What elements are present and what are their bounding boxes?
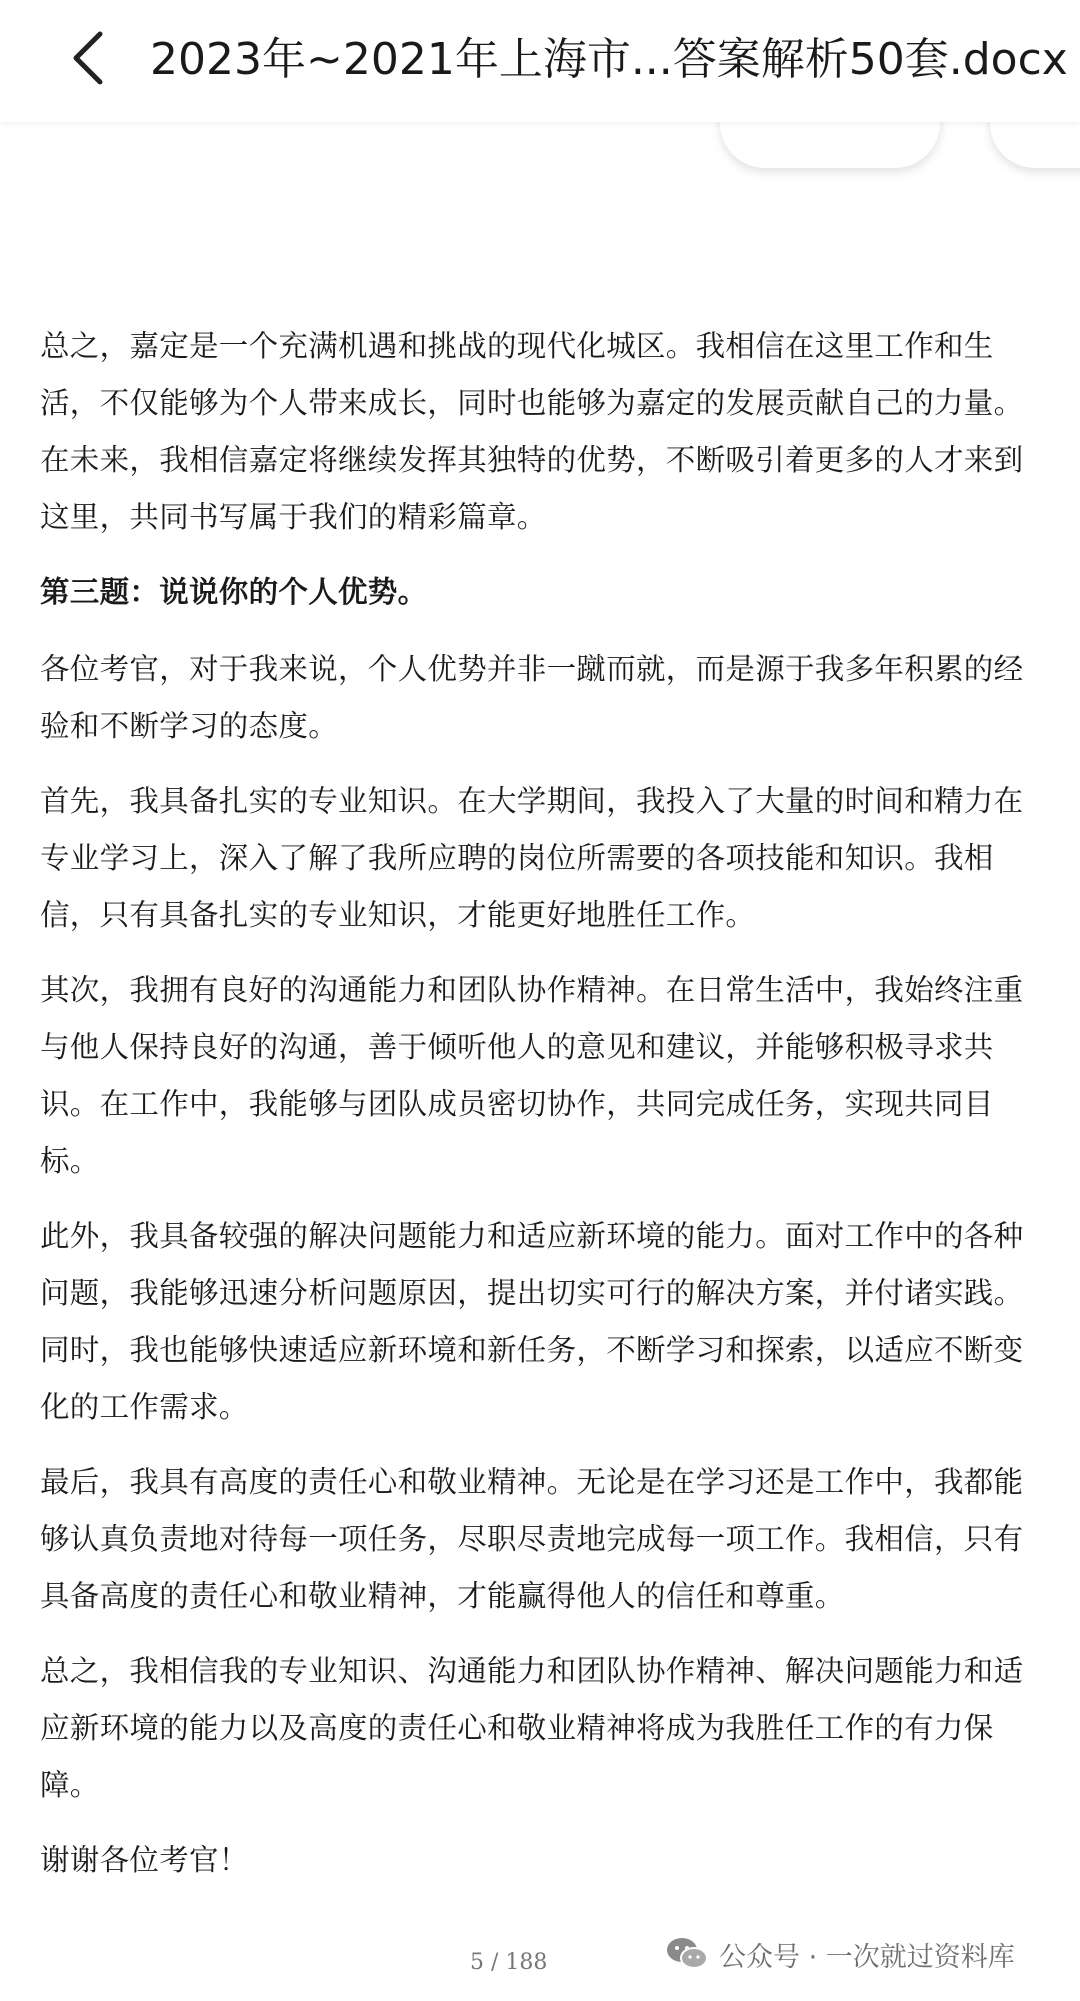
watermark: [665, 1934, 1015, 1974]
wechat-logo-icon: [665, 1936, 709, 1972]
back-button[interactable]: [62, 26, 118, 90]
paragraph: 总之，嘉定是一个充满机遇和挑战的现代化城区。我相信在这里工作和生活，不仅能够为个人带来成长，同时也能够为嘉定的发展贡献自己的力量。在未来，我相信嘉定将继续发挥其独特的优势，不断吸引着更多的人才来到这里，共同书写属于我们的精彩篇章。: [40, 329, 1024, 534]
paragraph: 各位考官，对于我来说，个人优势并非一蹴而就，而是源于我多年积累的经验和不断学习的态度。: [40, 652, 1024, 743]
paragraph: 最后，我具有高度的责任心和敬业精神。无论是在学习还是工作中，我都能够认真负责地对待每一项任务，尽职尽责地完成每一项工作。我相信，只有具备高度的责任心和敬业精神，才能赢得他人的信任和尊重。: [40, 1465, 1024, 1613]
question-heading: 第三题：说说你的个人优势。: [40, 575, 428, 609]
document-page-content: [40, 318, 1040, 1907]
document-title: 2023年~2021年上海市...答案解析50套.docx: [150, 34, 1068, 85]
paragraph: 总之，我相信我的专业知识、沟通能力和团队协作精神、解决问题能力和适应新环境的能力以及高度的责任心和敬业精神将成为我胜任工作的有力保障。: [40, 1654, 1024, 1802]
paragraph: 谢谢各位考官！: [40, 1843, 249, 1877]
paragraph: 首先，我具备扎实的专业知识。在大学期间，我投入了大量的时间和精力在专业学习上，深入了解了我所应聘的岗位所需要的各项技能和知识。我相信，只有具备扎实的专业知识，才能更好地胜任工作。: [40, 784, 1024, 932]
paragraph: 此外，我具备较强的解决问题能力和适应新环境的能力。面对工作中的各种问题，我能够迅速分析问题原因，提出切实可行的解决方案，并付诸实践。同时，我也能够快速适应新环境和新任务，不断学习和探索，以适应不断变化的工作需求。: [40, 1219, 1024, 1424]
back-chevron-icon: [62, 26, 118, 90]
top-app-bar: [0, 0, 1080, 122]
paragraph: 其次，我拥有良好的沟通能力和团队协作精神。在日常生活中，我始终注重与他人保持良好的沟通，善于倾听他人的意见和建议，并能够积极寻求共识。在工作中，我能够与团队成员密切协作，共同完成任务，实现共同目标。: [40, 973, 1024, 1178]
watermark-text: 公众号 · 一次就过资料库: [719, 1941, 1015, 1973]
page-indicator: 5 / 188: [470, 1950, 548, 1975]
